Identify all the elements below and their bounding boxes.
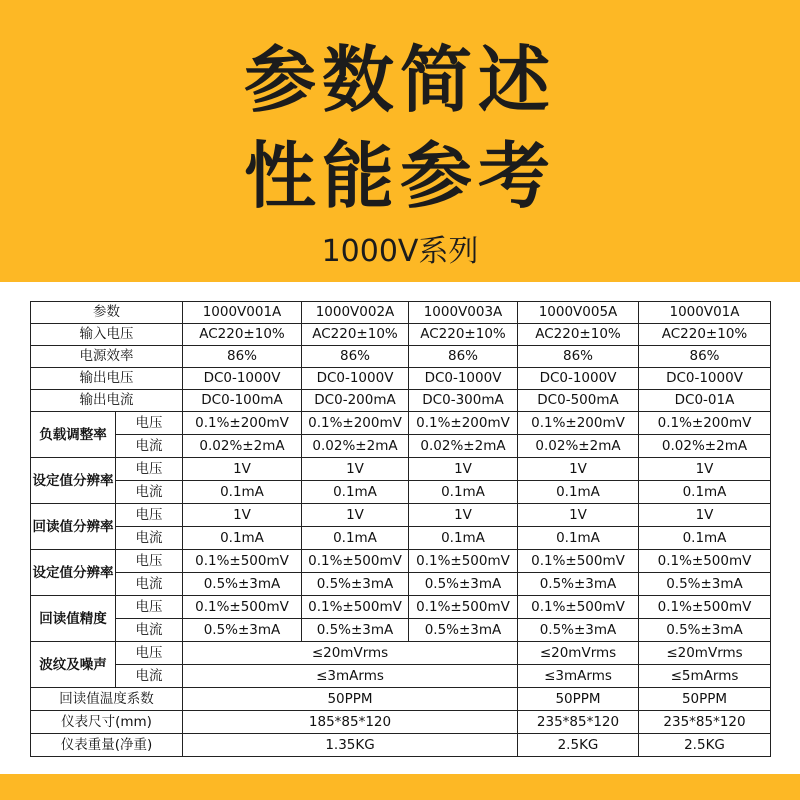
value-cell: 0.1mA (518, 481, 639, 504)
value-cell: 0.1%±200mV (183, 412, 302, 435)
value-cell: 235*85*120 (518, 711, 639, 734)
table-row (31, 734, 771, 757)
value-cell: DC0-1000V (518, 368, 639, 390)
table-row (31, 527, 771, 550)
value-cell: ≤3mArms (518, 665, 639, 688)
table-row (31, 642, 771, 665)
value-cell: 0.5%±3mA (302, 619, 409, 642)
value-cell: 0.1mA (409, 481, 518, 504)
group-label-cell: 波纹及噪声 (31, 642, 116, 688)
value-cell: 2.5KG (518, 734, 639, 757)
table-row (31, 596, 771, 619)
title-line-2: 性能参考 (243, 134, 556, 218)
model-header-cell: 1000V003A (409, 302, 518, 324)
table-row (31, 619, 771, 642)
value-cell: 0.1%±500mV (518, 550, 639, 573)
sub-label-cell: 电压 (116, 550, 183, 573)
table-row (31, 711, 771, 734)
value-cell: 0.02%±2mA (409, 435, 518, 458)
table-row (31, 481, 771, 504)
value-cell: 86% (518, 346, 639, 368)
value-cell: 0.1%±500mV (302, 596, 409, 619)
value-cell: AC220±10% (639, 324, 771, 346)
row-label-cell: 电源效率 (31, 346, 183, 368)
model-header-cell: 1000V005A (518, 302, 639, 324)
value-cell: AC220±10% (183, 324, 302, 346)
row-label-cell: 回读值温度系数 (31, 688, 183, 711)
sub-label-cell: 电压 (116, 642, 183, 665)
table-row (31, 550, 771, 573)
row-label-cell: 仪表重量(净重) (31, 734, 183, 757)
value-cell: DC0-100mA (183, 390, 302, 412)
value-cell: 1V (302, 504, 409, 527)
value-cell: 0.02%±2mA (302, 435, 409, 458)
value-cell: 1V (183, 504, 302, 527)
sub-label-cell: 电压 (116, 504, 183, 527)
value-cell: 0.1mA (183, 481, 302, 504)
sub-label-cell: 电流 (116, 481, 183, 504)
value-cell: AC220±10% (302, 324, 409, 346)
value-cell: DC0-1000V (409, 368, 518, 390)
value-cell: 0.1%±500mV (409, 550, 518, 573)
sub-label-cell: 电流 (116, 435, 183, 458)
table-row (31, 412, 771, 435)
table-row (31, 346, 771, 368)
value-cell: 0.1mA (639, 527, 771, 550)
value-cell: DC0-1000V (183, 368, 302, 390)
value-cell: AC220±10% (518, 324, 639, 346)
value-cell: 0.5%±3mA (409, 619, 518, 642)
value-cell: 0.5%±3mA (183, 573, 302, 596)
value-cell: 0.5%±3mA (639, 619, 771, 642)
row-label-cell: 输出电压 (31, 368, 183, 390)
value-cell: 0.1%±200mV (409, 412, 518, 435)
value-cell: DC0-500mA (518, 390, 639, 412)
value-cell: 86% (302, 346, 409, 368)
merged-value-cell: 50PPM (183, 688, 518, 711)
sub-label-cell: 电压 (116, 596, 183, 619)
model-header-cell: 1000V01A (639, 302, 771, 324)
model-header-cell: 1000V002A (302, 302, 409, 324)
value-cell: 0.1%±500mV (409, 596, 518, 619)
table-row (31, 302, 771, 324)
sub-label-cell: 电流 (116, 527, 183, 550)
table-row (31, 368, 771, 390)
value-cell: ≤20mVrms (518, 642, 639, 665)
value-cell: 0.1%±500mV (518, 596, 639, 619)
value-cell: DC0-1000V (639, 368, 771, 390)
group-label-cell: 设定值分辨率 (31, 458, 116, 504)
table-row (31, 665, 771, 688)
value-cell: 0.1%±500mV (302, 550, 409, 573)
value-cell: 1V (302, 458, 409, 481)
group-label-cell: 设定值分辨率 (31, 550, 116, 596)
value-cell: 0.1mA (409, 527, 518, 550)
value-cell: 0.1%±200mV (302, 412, 409, 435)
value-cell: 0.5%±3mA (409, 573, 518, 596)
value-cell: 0.5%±3mA (639, 573, 771, 596)
value-cell: 1V (409, 504, 518, 527)
model-header-cell: 1000V001A (183, 302, 302, 324)
value-cell: 0.5%±3mA (518, 573, 639, 596)
sub-label-cell: 电压 (116, 458, 183, 481)
value-cell: 0.5%±3mA (302, 573, 409, 596)
group-label-cell: 回读值分辨率 (31, 504, 116, 550)
value-cell: 0.5%±3mA (183, 619, 302, 642)
row-label-cell: 仪表尺寸(mm) (31, 711, 183, 734)
sub-label-cell: 电流 (116, 665, 183, 688)
value-cell: 0.1%±500mV (639, 550, 771, 573)
value-cell: DC0-1000V (302, 368, 409, 390)
spec-table (30, 301, 771, 757)
value-cell: 235*85*120 (639, 711, 771, 734)
merged-value-cell: ≤3mArms (183, 665, 518, 688)
group-label-cell: 回读值精度 (31, 596, 116, 642)
row-label-cell: 输出电流 (31, 390, 183, 412)
value-cell: 1V (183, 458, 302, 481)
value-cell: 0.1mA (302, 481, 409, 504)
table-row (31, 573, 771, 596)
value-cell: 86% (183, 346, 302, 368)
value-cell: 1V (409, 458, 518, 481)
value-cell: DC0-200mA (302, 390, 409, 412)
title-line-1: 参数简述 (243, 38, 556, 122)
series-subtitle: 1000V系列 (321, 234, 479, 269)
value-cell: 1V (518, 458, 639, 481)
value-cell: ≤5mArms (639, 665, 771, 688)
value-cell: 0.1mA (639, 481, 771, 504)
value-cell: ≤20mVrms (639, 642, 771, 665)
value-cell: 0.1%±500mV (183, 596, 302, 619)
value-cell: 1V (518, 504, 639, 527)
sub-label-cell: 电流 (116, 573, 183, 596)
value-cell: 0.1%±200mV (639, 412, 771, 435)
table-row (31, 324, 771, 346)
sub-label-cell: 电流 (116, 619, 183, 642)
value-cell: 0.1%±500mV (639, 596, 771, 619)
value-cell: 0.5%±3mA (518, 619, 639, 642)
header-label-cell: 参数 (31, 302, 183, 324)
value-cell: 1V (639, 504, 771, 527)
value-cell: 0.1mA (302, 527, 409, 550)
row-label-cell: 输入电压 (31, 324, 183, 346)
value-cell: 0.1%±500mV (183, 550, 302, 573)
value-cell: 0.02%±2mA (518, 435, 639, 458)
value-cell: 50PPM (639, 688, 771, 711)
footer-band (0, 774, 800, 800)
merged-value-cell: 1.35KG (183, 734, 518, 757)
value-cell: 50PPM (518, 688, 639, 711)
value-cell: DC0-300mA (409, 390, 518, 412)
merged-value-cell: 185*85*120 (183, 711, 518, 734)
value-cell: 2.5KG (639, 734, 771, 757)
value-cell: 0.02%±2mA (183, 435, 302, 458)
value-cell: 86% (409, 346, 518, 368)
value-cell: 0.1%±200mV (518, 412, 639, 435)
value-cell: 0.1mA (183, 527, 302, 550)
value-cell: DC0-01A (639, 390, 771, 412)
merged-value-cell: ≤20mVrms (183, 642, 518, 665)
sub-label-cell: 电压 (116, 412, 183, 435)
table-row (31, 390, 771, 412)
value-cell: 0.1mA (518, 527, 639, 550)
group-label-cell: 负载调整率 (31, 412, 116, 458)
value-cell: 86% (639, 346, 771, 368)
value-cell: 1V (639, 458, 771, 481)
table-row (31, 458, 771, 481)
value-cell: 0.02%±2mA (639, 435, 771, 458)
table-row (31, 688, 771, 711)
table-row (31, 435, 771, 458)
value-cell: AC220±10% (409, 324, 518, 346)
table-row (31, 504, 771, 527)
